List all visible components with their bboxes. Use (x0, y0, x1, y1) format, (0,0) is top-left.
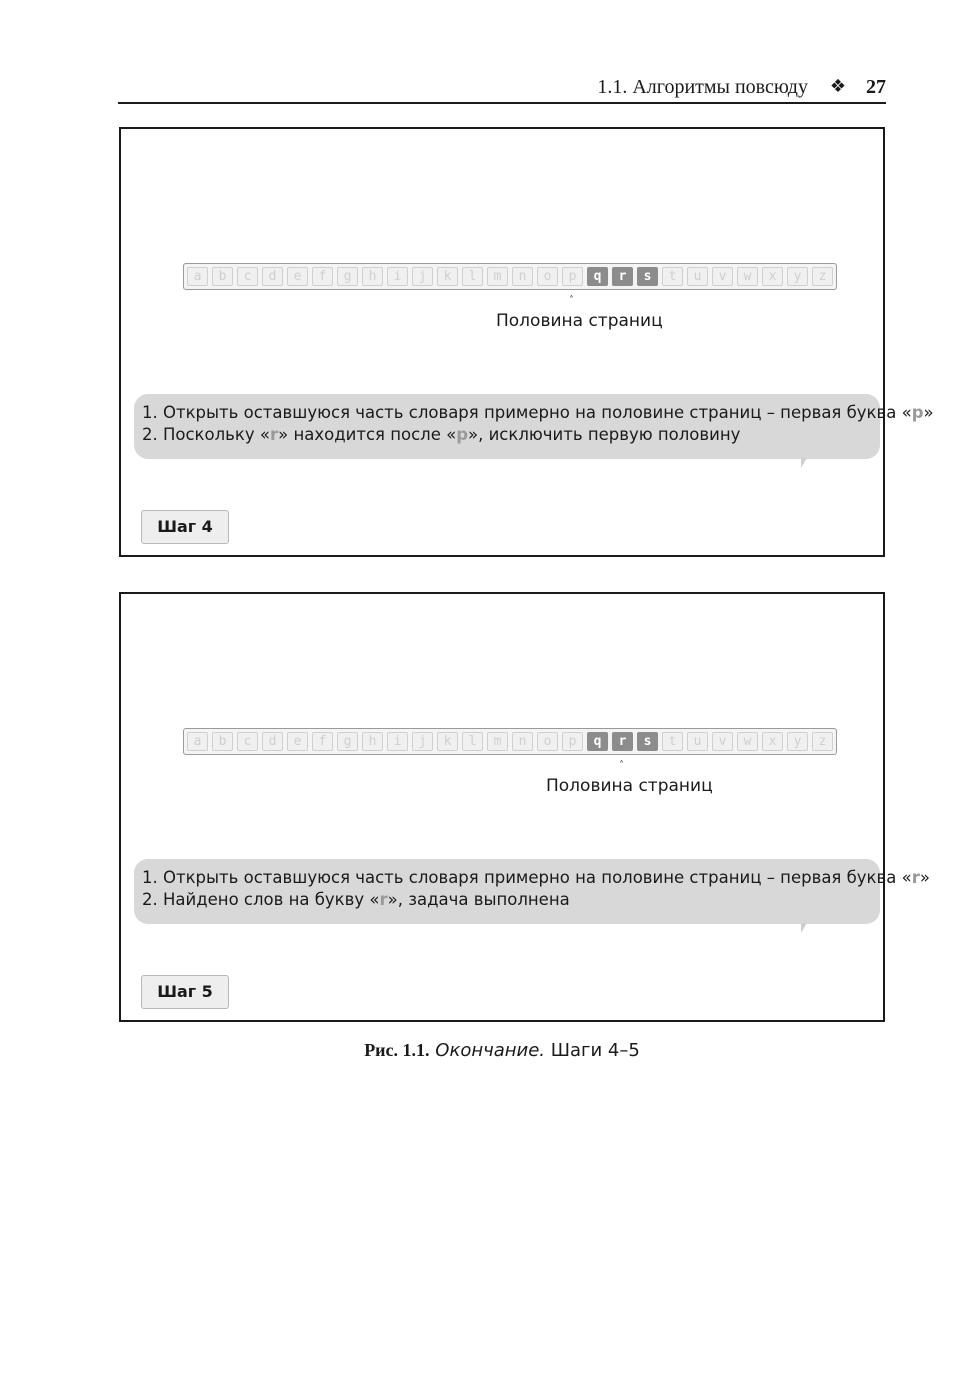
letter-cell-z: z (812, 267, 833, 286)
step-5-panel (119, 592, 930, 1022)
step-5-button[interactable]: Шаг 5 (141, 975, 229, 1009)
letter-cell-g: g (337, 732, 358, 751)
letter-cell-h: h (362, 267, 383, 286)
letter-cell-f: f (312, 732, 333, 751)
letter-cell-d: d (262, 267, 283, 286)
step-4-button[interactable]: Шаг 4 (141, 510, 229, 544)
letter-cell-l: l (462, 267, 483, 286)
letter-cell-o: o (537, 267, 558, 286)
letter-cell-k: k (437, 267, 458, 286)
letter-cell-i: i (387, 267, 408, 286)
ornament-icon: ❖ (829, 76, 846, 97)
alphabet-strip (183, 728, 837, 755)
step-4-panel (119, 127, 934, 557)
letter-cell-r: r (612, 267, 633, 286)
letter-cell-d: d (262, 732, 283, 751)
letter-cell-y: y (787, 267, 808, 286)
letter-cell-q: q (587, 267, 608, 286)
half-label: Половина страниц (496, 311, 663, 331)
letter-cell-x: x (762, 267, 783, 286)
letter-cell-w: w (737, 732, 758, 751)
letter-cell-x: x (762, 732, 783, 751)
letter-cell-c: c (237, 732, 258, 751)
letter-cell-q: q (587, 732, 608, 751)
letter-cell-f: f (312, 267, 333, 286)
page-number: 27 (866, 76, 886, 98)
letter-cell-b: b (212, 732, 233, 751)
letter-cell-o: o (537, 732, 558, 751)
letter-cell-t: t (662, 732, 683, 751)
letter-cell-r: r (612, 732, 633, 751)
letter-cell-e: e (287, 732, 308, 751)
instruction-line-1: 1. Открыть оставшуюся часть словаря примерно на половине страниц – первая буква «p» (142, 403, 934, 422)
figure-caption: Рис. 1.1. Окончание. Шаги 4–5 (364, 1040, 640, 1061)
letter-cell-n: n (512, 267, 533, 286)
letter-cell-s: s (637, 267, 658, 286)
letter-cell-u: u (687, 732, 708, 751)
letter-cell-l: l (462, 732, 483, 751)
alphabet-strip (183, 263, 837, 290)
header-title: 1.1. Алгоритмы повсюду (597, 76, 808, 98)
instruction-line-2: 2. Поскольку «r» находится после «p», исключить первую половину (142, 425, 741, 444)
letter-cell-u: u (687, 267, 708, 286)
instruction-line-2: 2. Найдено слов на букву «r», задача выполнена (142, 890, 570, 909)
instruction-callout (134, 859, 930, 924)
callout-tail (801, 458, 807, 468)
letter-cell-e: e (287, 267, 308, 286)
half-marker-icon: ˄ (569, 295, 574, 306)
letter-cell-v: v (712, 267, 733, 286)
letter-cell-g: g (337, 267, 358, 286)
letter-cell-n: n (512, 732, 533, 751)
instruction-callout (134, 394, 934, 459)
running-header (118, 76, 886, 102)
half-marker-icon: ˄ (619, 760, 624, 771)
header-rule (118, 102, 886, 104)
letter-cell-s: s (637, 732, 658, 751)
letter-cell-p: p (562, 267, 583, 286)
letter-cell-v: v (712, 732, 733, 751)
letter-cell-a: a (187, 267, 208, 286)
letter-cell-i: i (387, 732, 408, 751)
letter-cell-a: a (187, 732, 208, 751)
letter-cell-m: m (487, 267, 508, 286)
letter-cell-t: t (662, 267, 683, 286)
letter-cell-z: z (812, 732, 833, 751)
instruction-line-1: 1. Открыть оставшуюся часть словаря примерно на половине страниц – первая буква «r» (142, 868, 930, 887)
letter-cell-h: h (362, 732, 383, 751)
letter-cell-m: m (487, 732, 508, 751)
letter-cell-w: w (737, 267, 758, 286)
letter-cell-p: p (562, 732, 583, 751)
letter-cell-j: j (412, 732, 433, 751)
half-label: Половина страниц (546, 776, 713, 796)
letter-cell-j: j (412, 267, 433, 286)
callout-tail (801, 923, 807, 933)
letter-cell-b: b (212, 267, 233, 286)
letter-cell-c: c (237, 267, 258, 286)
letter-cell-k: k (437, 732, 458, 751)
letter-cell-y: y (787, 732, 808, 751)
